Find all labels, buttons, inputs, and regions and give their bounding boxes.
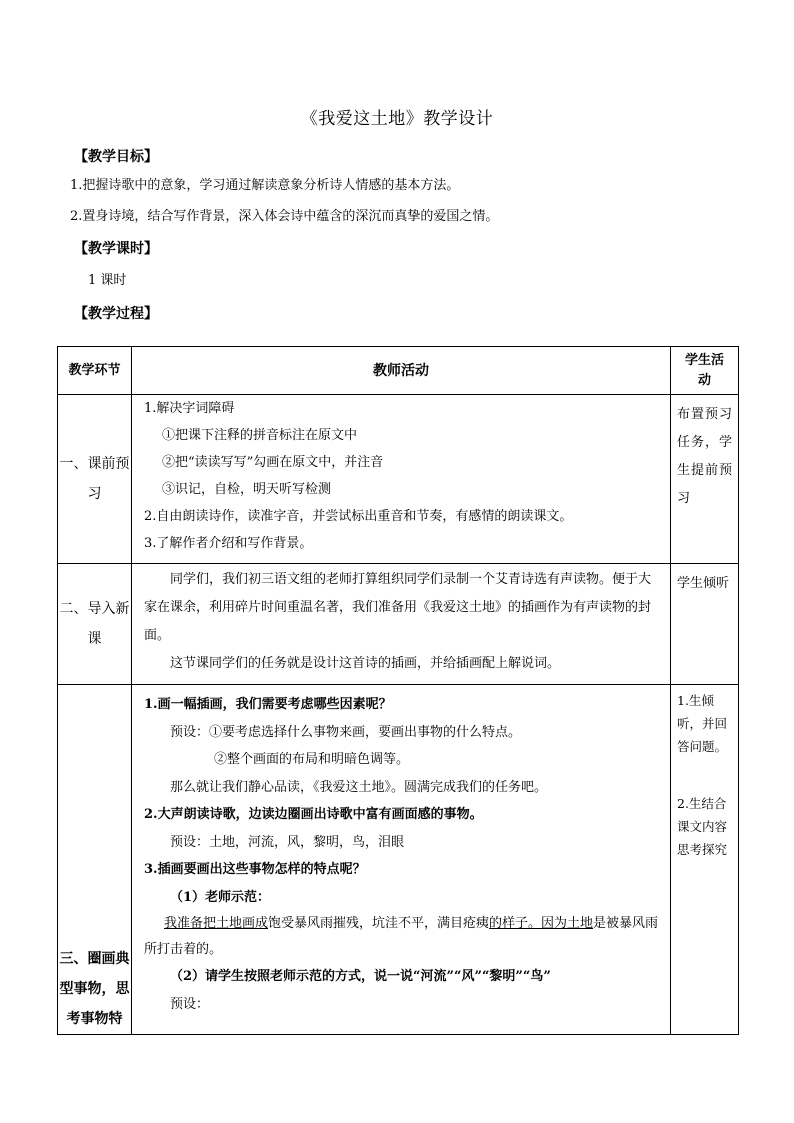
table-row [58, 564, 739, 685]
preview-line: ②把“读读写写”勾画在原文中，并注音 [162, 455, 384, 470]
question-3: 3.插画要画出这些事物怎样的特点呢？ [144, 862, 366, 877]
intro-paragraph-2: 这节课同学们的任务就是设计这首诗的插画，并给插画配上解说词。 [170, 656, 561, 671]
student-explore-2: 2.生结合课文内容思考探究 [677, 796, 728, 857]
preview-line: ①把课下注释的拼音标注在原文中 [162, 428, 358, 443]
table-header-row [58, 347, 739, 395]
preview-line: 2.自由朗读诗作，读准字音，并尝试标出重音和节奏，有感情的朗读课文。 [144, 509, 573, 524]
table-row [58, 685, 739, 1035]
demo-text [144, 911, 660, 963]
preview-line: 1.解决字词障碍 [144, 401, 235, 416]
teacher-activity-explore [132, 685, 671, 1035]
intro-paragraph-1: 同学们，我们初三语文组的老师打算组织同学们录制一个艾青诗选有声读物。便于大家在课余，利用碎片时间重温名著，我们准备用《我爱这土地》的插画作为有声读物的封面。 [144, 572, 652, 643]
demo-text-part: 我准备把土地画成 [164, 916, 269, 931]
student-activity-preview: 布置预习任务，学生提前预习 [671, 395, 739, 564]
question-1-preset-1: 预设：①要考虑选择什么事物来画，要画出事物的什么特点。 [170, 724, 522, 740]
teacher-activity-preview [132, 395, 671, 564]
task-2: （2）请学生按照老师示范的方式，说一说“河流”“风”“黎明”“鸟” [170, 969, 551, 984]
question-2-preset: 预设：土地，河流，风，黎明，鸟，泪眼 [170, 834, 405, 850]
demo-text-part: 是被暴风雨所打击着的。 [144, 916, 659, 957]
table-row [58, 395, 739, 564]
question-1-preset-2: ②整个画面的布局和明暗色调等。 [214, 752, 410, 767]
question-2: 2.大声朗读诗歌，边读边圈画出诗歌中富有画面感的事物。 [144, 807, 483, 822]
preview-line: ③识记，自检，明天听写检测 [162, 482, 332, 497]
student-activity-explore [671, 685, 739, 1035]
demo-text-part: 的样子。因为土地 [489, 916, 594, 931]
teaching-process-table [57, 346, 739, 1035]
task-2-preset: 预设： [170, 996, 210, 1012]
objective-item-2: 2.置身诗境，结合写作背景，深入体会诗中蕴含的深沉而真挚的爱国之情。 [70, 209, 499, 224]
stage-explore: 三、圈画典型事物，思考事物特 [58, 685, 132, 1035]
document-title: 《我爱这土地》教学设计 [300, 109, 494, 129]
student-explore-1: 1.生倾听，并回答问题。 [677, 693, 728, 754]
process-heading: 【教学过程】 [74, 306, 158, 322]
objective-item-1: 1.把握诗歌中的意象，学习通过解读意象分析诗人情感的基本方法。 [70, 178, 460, 193]
header-teacher: 教师活动 [132, 347, 671, 395]
question-1-transition: 那么就让我们静心品读，《我爱这土地》。圆满完成我们的任务吧。 [170, 779, 548, 795]
hours-heading: 【教学课时】 [74, 241, 158, 257]
header-student: 学生活动 [671, 347, 739, 395]
demo-label: （1）老师示范： [170, 889, 271, 905]
stage-preview: 一、课前预习 [58, 395, 132, 564]
preview-line: 3.了解作者介绍和写作背景。 [144, 536, 313, 551]
question-1: 1.画一幅插画，我们需要考虑哪些因素呢？ [144, 697, 392, 712]
hours-value: 1 课时 [88, 273, 127, 288]
teacher-activity-intro [132, 564, 671, 685]
student-activity-intro: 学生倾听 [671, 564, 739, 685]
objectives-heading: 【教学目标】 [74, 149, 158, 165]
stage-intro: 二、导入新课 [58, 564, 132, 685]
header-stage: 教学环节 [58, 347, 132, 395]
demo-text-part: 饱受暴风雨摧残，坑洼不平，满目疮痍 [268, 916, 490, 931]
